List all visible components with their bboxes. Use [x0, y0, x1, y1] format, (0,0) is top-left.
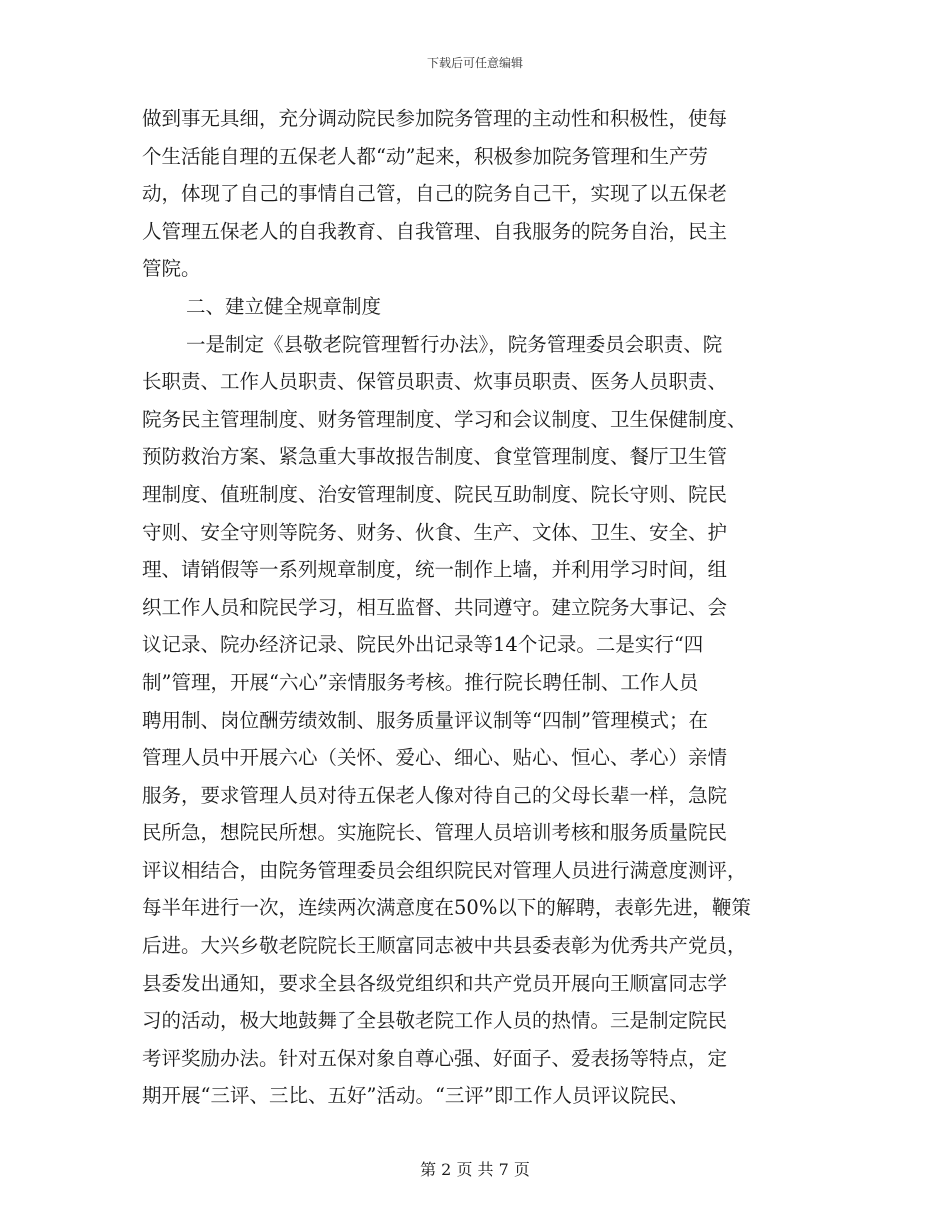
- body-line: 服务，要求管理人员对待五保老人像对待自己的父母长辈一样，急院: [142, 783, 728, 807]
- body-line: 理制度、值班制度、治安管理制度、院民互助制度、院长守则、院民: [142, 482, 728, 506]
- body-line: 织工作人员和院民学习，相互监督、共同遵守。建立院务大事记、会: [142, 595, 728, 619]
- body-line: 聘用制、岗位酬劳绩效制、服务质量评议制等“四制”管理模式；在: [142, 708, 708, 732]
- document-body: [142, 100, 808, 1115]
- body-line: 理、请销假等一系列规章制度，统一制作上墙，并利用学习时间，组: [142, 558, 728, 582]
- body-line: 期开展“三评、三比、五好”活动。“三评”即工作人员评议院民、: [142, 1084, 689, 1108]
- body-line: 制”管理，开展“六心”亲情服务考核。推行院长聘任制、工作人员: [142, 670, 699, 694]
- body-line: 每半年进行一次，连续两次满意度在50%以下的解聘，表彰先进，鞭策: [142, 896, 751, 920]
- page-header: 下载后可任意编辑: [426, 56, 523, 70]
- body-line: 长职责、工作人员职责、保管员职责、炊事员职责、医务人员职责、: [142, 370, 728, 394]
- body-line: 管理人员中开展六心（关怀、爱心、细心、贴心、恒心、孝心）亲情: [142, 746, 728, 770]
- body-line: 动，体现了自己的事情自己管，自己的院务自己干，实现了以五保老: [142, 182, 728, 206]
- body-line: 考评奖励办法。针对五保对象自尊心强、好面子、爱表扬等特点，定: [142, 1046, 728, 1070]
- body-line: 习的活动，极大地鼓舞了全县敬老院工作人员的热情。三是制定院民: [142, 1009, 728, 1033]
- body-line: 管院。: [142, 257, 201, 281]
- body-line: 一是制定《县敬老院管理暂行办法》，院务管理委员会职责、院: [186, 332, 723, 356]
- body-line: 县委发出通知，要求全县各级党组织和共产党员开展向王顺富同志学: [142, 971, 728, 995]
- body-line: 个生活能自理的五保老人都“动”起来，积极参加院务管理和生产劳: [142, 144, 708, 168]
- body-line: 守则、安全守则等院务、财务、伙食、生产、文体、卫生、安全、护: [142, 520, 728, 544]
- body-line: 议记录、院办经济记录、院民外出记录等14个记录。二是实行“四: [142, 633, 704, 657]
- body-line: 民所急，想院民所想。实施院长、管理人员培训考核和服务质量院民: [142, 821, 728, 845]
- page-number: 第 2 页 共 7 页: [420, 1160, 530, 1179]
- section-heading: 二、建立健全规章制度: [186, 294, 382, 318]
- body-line: 后进。大兴乡敬老院院长王顺富同志被中共县委表彰为优秀共产党员，: [142, 934, 747, 958]
- body-line: 评议相结合，由院务管理委员会组织院民对管理人员进行满意度测评，: [142, 858, 747, 882]
- body-line: 人管理五保老人的自我教育、自我管理、自我服务的院务自治，民主: [142, 219, 728, 243]
- body-line: 做到事无具细，充分调动院民参加院务管理的主动性和积极性，使每: [142, 107, 728, 130]
- body-line: 院务民主管理制度、财务管理制度、学习和会议制度、卫生保健制度、: [142, 407, 747, 431]
- body-line: 预防救治方案、紧急重大事故报告制度、食堂管理制度、餐厅卫生管: [142, 445, 728, 469]
